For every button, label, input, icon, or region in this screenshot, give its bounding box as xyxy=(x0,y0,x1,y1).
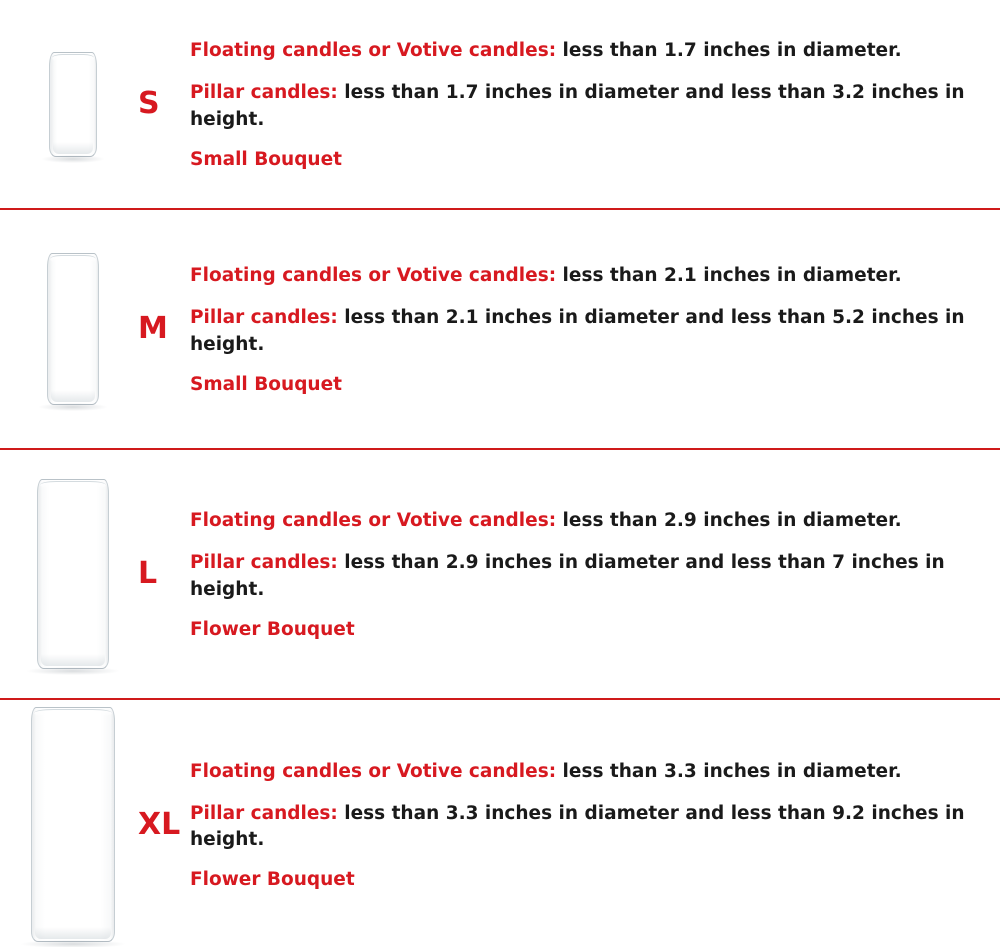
floating-candles-value: less than 2.1 inches in diameter. xyxy=(556,265,902,287)
vase-illustration-cell-m xyxy=(0,253,190,405)
floating-candles-label: Floating candles or Votive candles: xyxy=(190,760,557,782)
pillar-candles-value: less than 2.1 inches in diameter and less than 5.2 inches in height. xyxy=(190,307,965,355)
bouquet-spec: Small Bouquet xyxy=(190,373,342,395)
spec-text-m xyxy=(190,257,1000,401)
vase-highlight xyxy=(60,61,65,139)
size-label-xl: XL xyxy=(138,806,181,842)
pillar-candles-spec xyxy=(190,550,978,603)
glass-cylinder-vase-icon xyxy=(37,479,109,669)
glass-cylinder-vase-icon xyxy=(47,253,99,405)
bouquet-spec: Flower Bouquet xyxy=(190,618,355,640)
floating-candles-label: Floating candles or Votive candles: xyxy=(190,40,557,62)
floating-candles-spec xyxy=(190,263,978,289)
glass-cylinder-vase-icon xyxy=(49,52,97,157)
size-label-s: S xyxy=(138,86,160,121)
floating-candles-value: less than 3.3 inches in diameter. xyxy=(556,760,902,782)
vase-illustration-cell-xl xyxy=(0,707,190,942)
vase-highlight xyxy=(50,727,55,904)
size-label-l: L xyxy=(138,556,158,591)
vase-wrap-xl xyxy=(18,707,128,942)
vase-shadow xyxy=(27,667,119,675)
pillar-candles-value: less than 2.9 inches in diameter and less than 7 inches in height. xyxy=(190,552,945,600)
pillar-candles-spec xyxy=(190,801,978,854)
pillar-candles-value: less than 3.3 inches in diameter and less than 9.2 inches in height. xyxy=(190,802,965,851)
size-row-s xyxy=(0,0,1000,208)
vase-shadow xyxy=(39,403,107,411)
pillar-candles-label: Pillar candles: xyxy=(190,307,338,329)
size-label-m: M xyxy=(138,311,168,346)
vase-highlight xyxy=(59,266,64,380)
floating-candles-spec xyxy=(190,38,978,64)
vase-wrap-m xyxy=(18,253,128,405)
spec-text-l xyxy=(190,502,1000,646)
vase-illustration-cell-l xyxy=(0,479,190,669)
spec-text-s xyxy=(190,32,1000,176)
pillar-candles-spec xyxy=(190,305,978,358)
floating-candles-value: less than 1.7 inches in diameter. xyxy=(556,40,902,62)
pillar-candles-spec xyxy=(190,80,978,133)
vase-wrap-l xyxy=(18,479,128,669)
vase-wrap-s xyxy=(18,52,128,157)
pillar-candles-label: Pillar candles: xyxy=(190,82,338,104)
floating-candles-label: Floating candles or Votive candles: xyxy=(190,265,557,287)
floating-candles-spec xyxy=(190,759,978,785)
vase-illustration-cell-s xyxy=(0,52,190,157)
floating-candles-value: less than 2.9 inches in diameter. xyxy=(556,510,902,532)
size-row-m xyxy=(0,210,1000,448)
vase-shadow xyxy=(42,155,104,163)
size-row-l xyxy=(0,450,1000,698)
floating-candles-label: Floating candles or Votive candles: xyxy=(190,510,557,532)
vase-highlight xyxy=(53,495,58,638)
floating-candles-spec xyxy=(190,508,978,534)
pillar-candles-value: less than 1.7 inches in diameter and less than 3.2 inches in height. xyxy=(190,82,965,130)
vase-shadow xyxy=(21,940,125,947)
spec-text-xl xyxy=(190,753,1000,897)
size-row-xl xyxy=(0,700,1000,947)
pillar-candles-label: Pillar candles: xyxy=(190,552,338,574)
pillar-candles-label: Pillar candles: xyxy=(190,802,338,824)
bouquet-spec: Small Bouquet xyxy=(190,148,342,170)
glass-cylinder-vase-icon xyxy=(31,707,115,942)
bouquet-spec: Flower Bouquet xyxy=(190,869,355,891)
